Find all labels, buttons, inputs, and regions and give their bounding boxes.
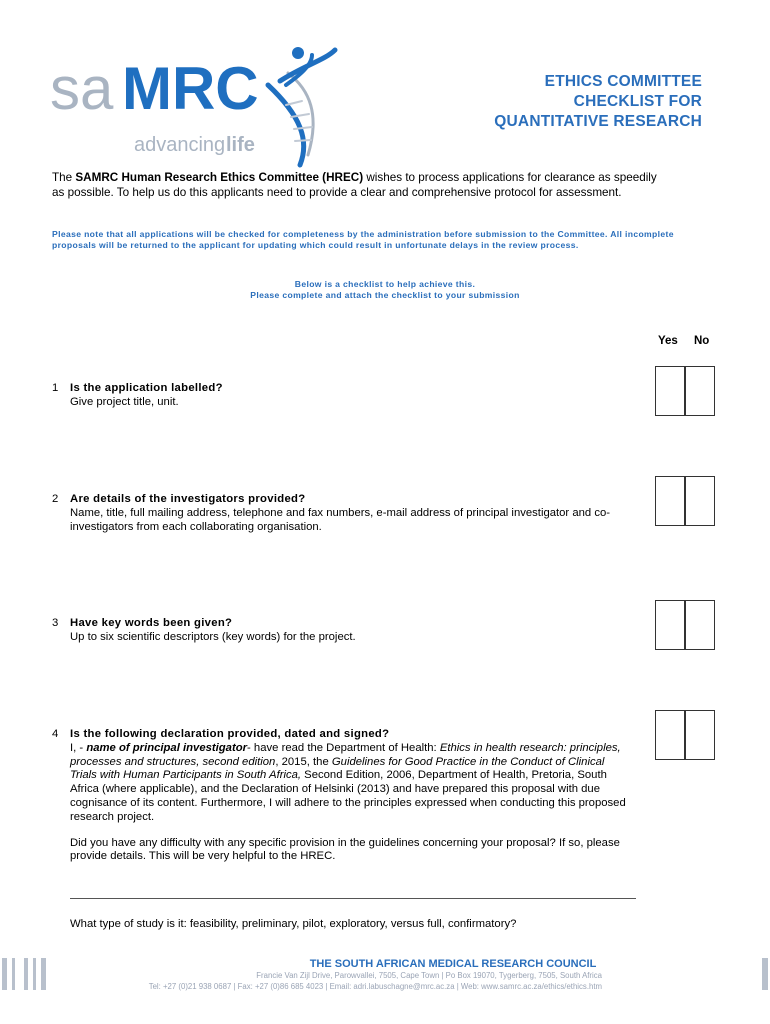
item-detail: Up to six scientific descriptors (key words) for the project. — [70, 630, 356, 643]
item-number: 4 — [52, 728, 59, 740]
dna-helix-icon — [268, 50, 335, 165]
item-number: 1 — [52, 382, 59, 394]
logo-tagline-life: life — [226, 134, 255, 156]
declaration-text: I, - name of principal investigator- have read the Department of Health: Ethics in health research: principles, processes and structures, second edition, 2015, the Guidelines for Good Practice in the Conduct of Clinical Trials with Human Participants in South Africa, Second Edition, 2006, Department of Health, Pretoria, South Africa (where applicable), and the Declaration of Helsinki (2013) and have prepared this proposal with due cognisance of its content. Furthermore, I will adhere to the principles expressed when conducting this proposed research project. — [70, 741, 626, 823]
no-column-header: No — [694, 335, 710, 347]
item-number: 2 — [52, 493, 59, 505]
yes-column-header: Yes — [658, 335, 678, 347]
footer-address: Francie Van Zijl Drive, Parowvallei, 7505, Cape Town | Po Box 19070, Tygerberg, 7505, South Africa — [256, 971, 602, 980]
intro-rest: wishes to process applications for clearance as speedily as possible. To help us do this applicants need to provide a clear and comprehensive protocol for assessment. — [52, 171, 657, 199]
checklist-note-line2: Please complete and attach the checklist to your submission — [250, 290, 520, 301]
intro-org: SAMRC Human Research Ethics Committee (HREC) — [75, 171, 364, 184]
item-2-no-checkbox[interactable] — [685, 476, 715, 526]
study-type-question: What type of study is it: feasibility, preliminary, pilot, exploratory, versus full, confirmatory? — [70, 918, 517, 930]
title-line: ETHICS COMMITTEE — [544, 73, 702, 90]
footer-contact: Tel: +27 (0)21 938 0687 | Fax: +27 (0)86 685 4023 | Email: adri.labuschagne@mrc.ac.za | Web: www.samrc.ac.za/ethics/ethics.htm — [148, 982, 602, 991]
item-3-no-checkbox[interactable] — [685, 600, 715, 650]
item-1-no-checkbox[interactable] — [685, 366, 715, 416]
logo-mrc-text: MRC — [122, 55, 259, 122]
item-detail: Give project title, unit. — [70, 395, 179, 408]
item-number: 3 — [52, 617, 59, 629]
item-1-yes-checkbox[interactable] — [655, 366, 685, 416]
checklist-note-line1: Below is a checklist to help achieve this. — [294, 279, 476, 289]
logo-tagline-advancing: advancing — [134, 134, 226, 156]
checklist-item-1 — [52, 382, 652, 410]
item-question: Is the following declaration provided, dated and signed? — [70, 728, 390, 740]
intro-paragraph — [52, 171, 672, 200]
completeness-note: Please note that all applications will be checked for completeness by the administration before submission to the Committee. All incomplete proposals will be returned to the applicant for updating which could result in unfortunate delays in the review process. — [52, 229, 674, 251]
checklist-item-2 — [52, 493, 652, 534]
samrc-logo — [50, 45, 340, 170]
item-3-yes-checkbox[interactable] — [655, 600, 685, 650]
answer-line[interactable] — [70, 898, 636, 899]
item-question: Is the application labelled? — [70, 382, 223, 394]
item-4-yes-checkbox[interactable] — [655, 710, 685, 760]
document-title — [382, 72, 702, 132]
logo-sa-text: sa — [50, 55, 114, 122]
figure-head-icon — [292, 47, 304, 59]
intro-prefix: The — [52, 171, 76, 184]
checklist-note — [52, 279, 718, 302]
item-4-no-checkbox[interactable] — [685, 710, 715, 760]
item-2-yes-checkbox[interactable] — [655, 476, 685, 526]
checklist-item-3 — [52, 617, 652, 645]
difficulty-question: Did you have any difficulty with any specific provision in the guidelines concerning your proposal? If so, please provide details. This will be very helpful to the HREC. — [70, 836, 620, 863]
footer-org-name: THE SOUTH AFRICAN MEDICAL RESEARCH COUNCIL — [309, 958, 597, 970]
title-line: CHECKLIST FOR — [573, 93, 702, 110]
item-question: Are details of the investigators provided? — [70, 493, 306, 505]
item-detail: Name, title, full mailing address, telephone and fax numbers, e-mail address of principal investigator and co-investigators from each collaborating organisation. — [70, 506, 611, 533]
item-question: Have key words been given? — [70, 617, 233, 629]
title-line: QUANTITATIVE RESEARCH — [494, 113, 702, 130]
checklist-item-4 — [52, 728, 632, 864]
principal-investigator-name: name of principal investigator — [86, 741, 248, 754]
